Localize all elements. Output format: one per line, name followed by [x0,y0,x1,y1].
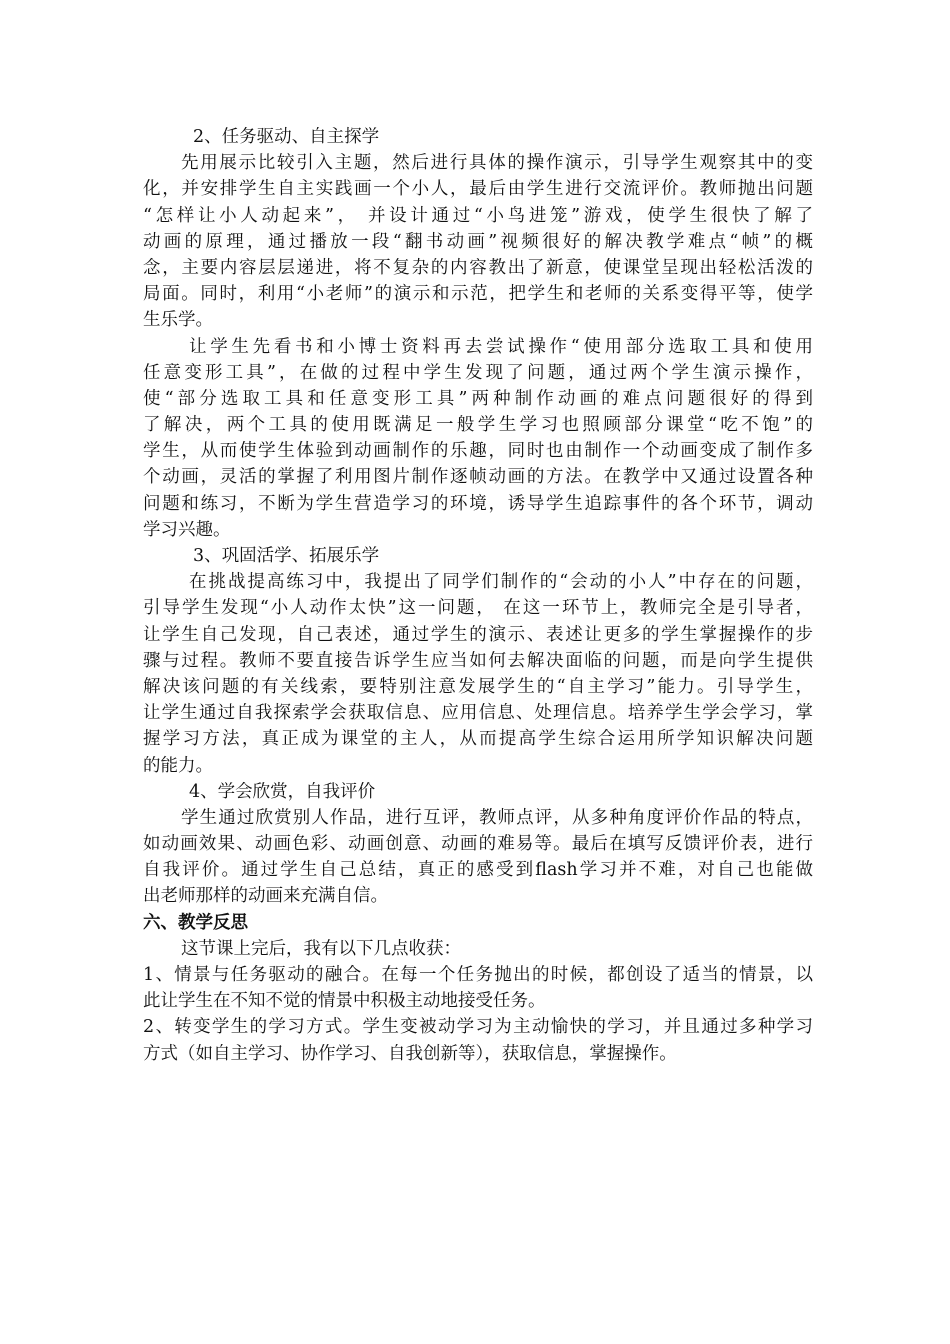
paragraph-line: 骤与过程。教师不要直接告诉学生应当如何去解决面临的问题，而是向学生提供 [143,650,813,671]
paragraph-line: 局面。同时，利用“小老师”的演示和示范，把学生和老师的关系变得平等，使学 [143,284,813,305]
paragraph-line: 解决该问题的有关线索，要特别注意发展学生的“自主学习”能力。引导学生， [143,676,813,697]
part-heading: 六、教学反思 [143,912,248,933]
document-body [143,124,813,1067]
paragraph-line: 学习兴趣。 [143,519,231,540]
section-heading: 2、任务驱动、自主探学 [193,127,380,147]
list-item-line: 2、转变学生的学习方式。学生变被动学习为主动愉快的学习，并且通过多种学习 [143,1017,813,1038]
paragraph-line: 动画的原理，通过播放一段“翻书动画”视频很好的解决教学难点“帧”的概 [143,231,813,252]
list-item-line: 此让学生在不知不觉的情景中积极主动地接受任务。 [143,991,546,1012]
paragraph-line: 任意变形工具”，在做的过程中学生发现了问题，通过两个学生演示操作， [143,362,813,383]
section-heading: 4、学会欣赏，自我评价 [189,781,376,802]
paragraph-line: 这节课上完后，我有以下几点收获： [181,938,461,959]
section-heading: 3、巩固活学、拓展乐学 [193,546,380,566]
paragraph-line: 让学生自己发现，自己表述，通过学生的演示、表述让更多的学生掌握操作的步 [143,624,813,645]
paragraph-line: 先用展示比较引入主题，然后进行具体的操作演示，引导学生观察其中的变 [181,153,813,174]
list-item-line: 1、情景与任务驱动的融合。在每一个任务抛出的时候，都创设了适当的情景，以 [143,965,813,985]
paragraph-line: “怎样让小人动起来”， 并设计通过“小鸟进笼”游戏，使学生很快了解了 [143,205,813,226]
paragraph-line: 个动画，灵活的掌握了利用图片制作逐帧动画的方法。在教学中又通过设置各种 [143,467,813,488]
paragraph-line: 学生通过欣赏别人作品，进行互评，教师点评，从多种角度评价作品的特点， [181,807,813,828]
paragraph-line: 的能力。 [143,755,213,776]
paragraph-line: 使“部分选取工具和任意变形工具”两种制作动画的难点问题很好的得到 [143,388,813,409]
paragraph-line: 生乐学。 [143,310,213,331]
paragraph-line: 化，并安排学生自主实践画一个小人，最后由学生进行交流评价。教师抛出问题 [143,179,813,200]
paragraph-line: 自我评价。通过学生自己总结，真正的感受到flash学习并不难，对自己也能做 [143,860,813,881]
paragraph-line: 让学生先看书和小博士资料再去尝试操作“使用部分选取工具和使用 [189,336,813,357]
paragraph-line: 念，主要内容层层递进，将不复杂的内容教出了新意，使课堂呈现出轻松活泼的 [143,257,813,278]
paragraph-line: 握学习方法，真正成为课堂的主人，从而提高学生综合运用所学知识解决问题 [143,729,813,750]
paragraph-line: 了解决，两个工具的使用既满足一般学生学习也照顾部分课堂“吃不饱”的 [143,415,813,436]
list-item-line: 方式（如自主学习、协作学习、自我创新等），获取信息，掌握操作。 [143,1043,677,1064]
paragraph-line: 出老师那样的动画来充满自信。 [143,886,388,907]
paragraph-line: 让学生通过自我探索学会获取信息、应用信息、处理信息。培养学生学会学习，掌 [143,703,813,724]
paragraph-line: 问题和练习，不断为学生营造学习的环境，诱导学生追踪事件的各个环节，调动 [143,493,813,514]
paragraph-line: 引导学生发现“小人动作太快”这一问题， 在这一环节上，教师完全是引导者， [143,598,813,619]
paragraph-line: 如动画效果、动画色彩、动画创意、动画的难易等。最后在填写反馈评价表，进行 [143,834,813,855]
paragraph-line: 在挑战提高练习中，我提出了同学们制作的“会动的小人”中存在的问题， [189,572,813,593]
paragraph-line: 学生，从而使学生体验到动画制作的乐趣，同时也由制作一个动画变成了制作多 [143,441,813,462]
